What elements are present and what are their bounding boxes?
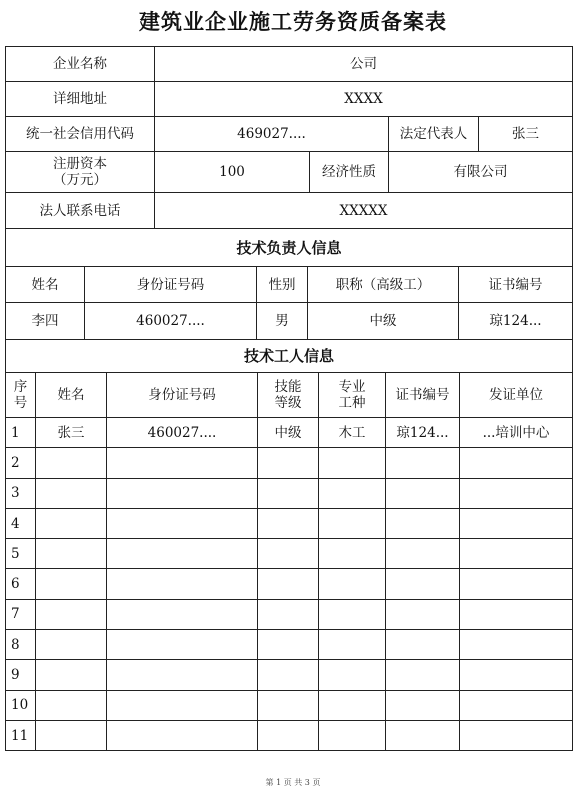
worker-cell-trade — [319, 599, 386, 629]
worker-cell-cert — [386, 478, 460, 508]
worker-cell-issuer — [460, 508, 573, 538]
worker-cell-seq: 9 — [6, 660, 36, 690]
workers-header-id: 身份证号码 — [107, 373, 258, 418]
tech-lead-header-title: 职称（高级工） — [308, 267, 459, 303]
worker-cell-skill — [258, 660, 319, 690]
capital-label — [6, 152, 155, 193]
table-row — [6, 660, 573, 690]
phone-label: 法人联系电话 — [6, 193, 155, 229]
worker-cell-skill — [258, 508, 319, 538]
worker-cell-cert — [386, 508, 460, 538]
tech-lead-header-cert: 证书编号 — [459, 267, 573, 303]
worker-cell-trade — [319, 660, 386, 690]
worker-cell-seq: 2 — [6, 448, 36, 478]
worker-cell-id — [107, 478, 258, 508]
worker-cell-id — [107, 508, 258, 538]
credit-code-label: 统一社会信用代码 — [6, 117, 155, 152]
worker-cell-cert — [386, 630, 460, 660]
worker-cell-id — [107, 660, 258, 690]
worker-cell-id — [107, 448, 258, 478]
worker-cell-skill — [258, 539, 319, 569]
workers-header-seq-line1: 序 — [13, 379, 28, 395]
worker-cell-skill — [258, 690, 319, 720]
worker-cell-cert: 琼124... — [386, 418, 460, 448]
table-row — [6, 478, 573, 508]
worker-cell-issuer — [460, 599, 573, 629]
worker-cell-name — [36, 720, 107, 750]
workers-header-skill-line2: 等级 — [274, 395, 302, 411]
worker-cell-skill — [258, 720, 319, 750]
form-title: 建筑业企业施工劳务资质备案表 — [139, 9, 447, 34]
worker-cell-seq: 11 — [6, 720, 36, 750]
worker-cell-trade — [319, 478, 386, 508]
worker-cell-issuer — [460, 630, 573, 660]
worker-cell-skill — [258, 599, 319, 629]
workers-header-seq — [6, 373, 36, 418]
workers-header-skill-line1: 技能 — [274, 379, 302, 395]
workers-header-trade — [319, 373, 386, 418]
worker-cell-cert — [386, 720, 460, 750]
tech-lead-name: 李四 — [6, 303, 85, 340]
workers-header-trade-line2: 工种 — [338, 395, 366, 411]
worker-cell-name — [36, 660, 107, 690]
phone-value: XXXXX — [155, 193, 573, 229]
worker-cell-id — [107, 569, 258, 599]
capital-label-line2: （万元） — [53, 172, 107, 188]
workers-table — [5, 339, 573, 751]
worker-cell-skill — [258, 569, 319, 599]
tech-lead-title: 中级 — [308, 303, 459, 340]
table-row — [6, 720, 573, 750]
page-footer: 第 1 页 共 3 页 — [265, 778, 321, 787]
worker-cell-seq: 10 — [6, 690, 36, 720]
worker-cell-cert — [386, 599, 460, 629]
company-info-table — [5, 46, 573, 267]
legal-rep-value: 张三 — [479, 117, 573, 152]
workers-section-title: 技术工人信息 — [6, 340, 573, 373]
capital-value: 100 — [155, 152, 310, 193]
worker-cell-name — [36, 569, 107, 599]
worker-cell-trade — [319, 569, 386, 599]
legal-rep-label: 法定代表人 — [389, 117, 479, 152]
worker-cell-trade — [319, 690, 386, 720]
worker-cell-issuer — [460, 448, 573, 478]
worker-cell-trade — [319, 630, 386, 660]
tech-lead-header-gender: 性别 — [257, 267, 308, 303]
worker-cell-issuer: ...培训中心 — [460, 418, 573, 448]
worker-cell-seq: 5 — [6, 539, 36, 569]
company-name-label: 企业名称 — [6, 47, 155, 82]
address-value: XXXX — [155, 82, 573, 117]
worker-cell-trade — [319, 720, 386, 750]
worker-cell-name — [36, 478, 107, 508]
worker-cell-issuer — [460, 660, 573, 690]
economic-nature-label: 经济性质 — [310, 152, 389, 193]
workers-header-name: 姓名 — [36, 373, 107, 418]
worker-cell-id — [107, 630, 258, 660]
address-label: 详细地址 — [6, 82, 155, 117]
worker-cell-issuer — [460, 569, 573, 599]
workers-rows — [6, 418, 573, 751]
worker-cell-name — [36, 690, 107, 720]
table-row — [6, 448, 573, 478]
workers-header-skill — [258, 373, 319, 418]
worker-cell-issuer — [460, 539, 573, 569]
worker-cell-cert — [386, 569, 460, 599]
worker-cell-id — [107, 720, 258, 750]
worker-cell-trade — [319, 539, 386, 569]
tech-lead-header-id: 身份证号码 — [85, 267, 257, 303]
table-row — [6, 569, 573, 599]
tech-lead-gender: 男 — [257, 303, 308, 340]
worker-cell-seq: 1 — [6, 418, 36, 448]
table-row — [6, 418, 573, 448]
worker-cell-skill: 中级 — [258, 418, 319, 448]
tech-lead-table — [5, 266, 573, 340]
worker-cell-trade: 木工 — [319, 418, 386, 448]
table-row — [6, 539, 573, 569]
worker-cell-seq: 8 — [6, 630, 36, 660]
worker-cell-name: 张三 — [36, 418, 107, 448]
workers-header-seq-line2: 号 — [13, 395, 28, 411]
tech-lead-section-title: 技术负责人信息 — [6, 229, 573, 267]
worker-cell-seq: 4 — [6, 508, 36, 538]
worker-cell-name — [36, 539, 107, 569]
worker-cell-name — [36, 508, 107, 538]
economic-nature-value: 有限公司 — [389, 152, 573, 193]
worker-cell-cert — [386, 448, 460, 478]
worker-cell-cert — [386, 539, 460, 569]
worker-cell-cert — [386, 660, 460, 690]
worker-cell-id — [107, 690, 258, 720]
worker-cell-name — [36, 448, 107, 478]
credit-code-value: 469027.... — [155, 117, 389, 152]
worker-cell-trade — [319, 448, 386, 478]
worker-cell-id — [107, 599, 258, 629]
table-row — [6, 508, 573, 538]
tech-lead-header-name: 姓名 — [6, 267, 85, 303]
worker-cell-trade — [319, 508, 386, 538]
workers-header-issuer: 发证单位 — [460, 373, 573, 418]
company-name-value: 公司 — [155, 47, 573, 82]
worker-cell-skill — [258, 630, 319, 660]
worker-cell-cert — [386, 690, 460, 720]
capital-label-line1: 注册资本 — [53, 156, 107, 172]
worker-cell-issuer — [460, 690, 573, 720]
worker-cell-skill — [258, 478, 319, 508]
worker-cell-issuer — [460, 478, 573, 508]
worker-cell-name — [36, 599, 107, 629]
worker-cell-seq: 6 — [6, 569, 36, 599]
workers-header-cert: 证书编号 — [386, 373, 460, 418]
worker-cell-id — [107, 539, 258, 569]
table-row — [6, 599, 573, 629]
worker-cell-seq: 7 — [6, 599, 36, 629]
worker-cell-seq: 3 — [6, 478, 36, 508]
tech-lead-id: 460027.... — [85, 303, 257, 340]
worker-cell-issuer — [460, 720, 573, 750]
worker-cell-skill — [258, 448, 319, 478]
table-row — [6, 630, 573, 660]
table-row — [6, 690, 573, 720]
workers-header-trade-line1: 专业 — [338, 379, 366, 395]
worker-cell-id: 460027.... — [107, 418, 258, 448]
worker-cell-name — [36, 630, 107, 660]
tech-lead-cert: 琼124... — [459, 303, 573, 340]
